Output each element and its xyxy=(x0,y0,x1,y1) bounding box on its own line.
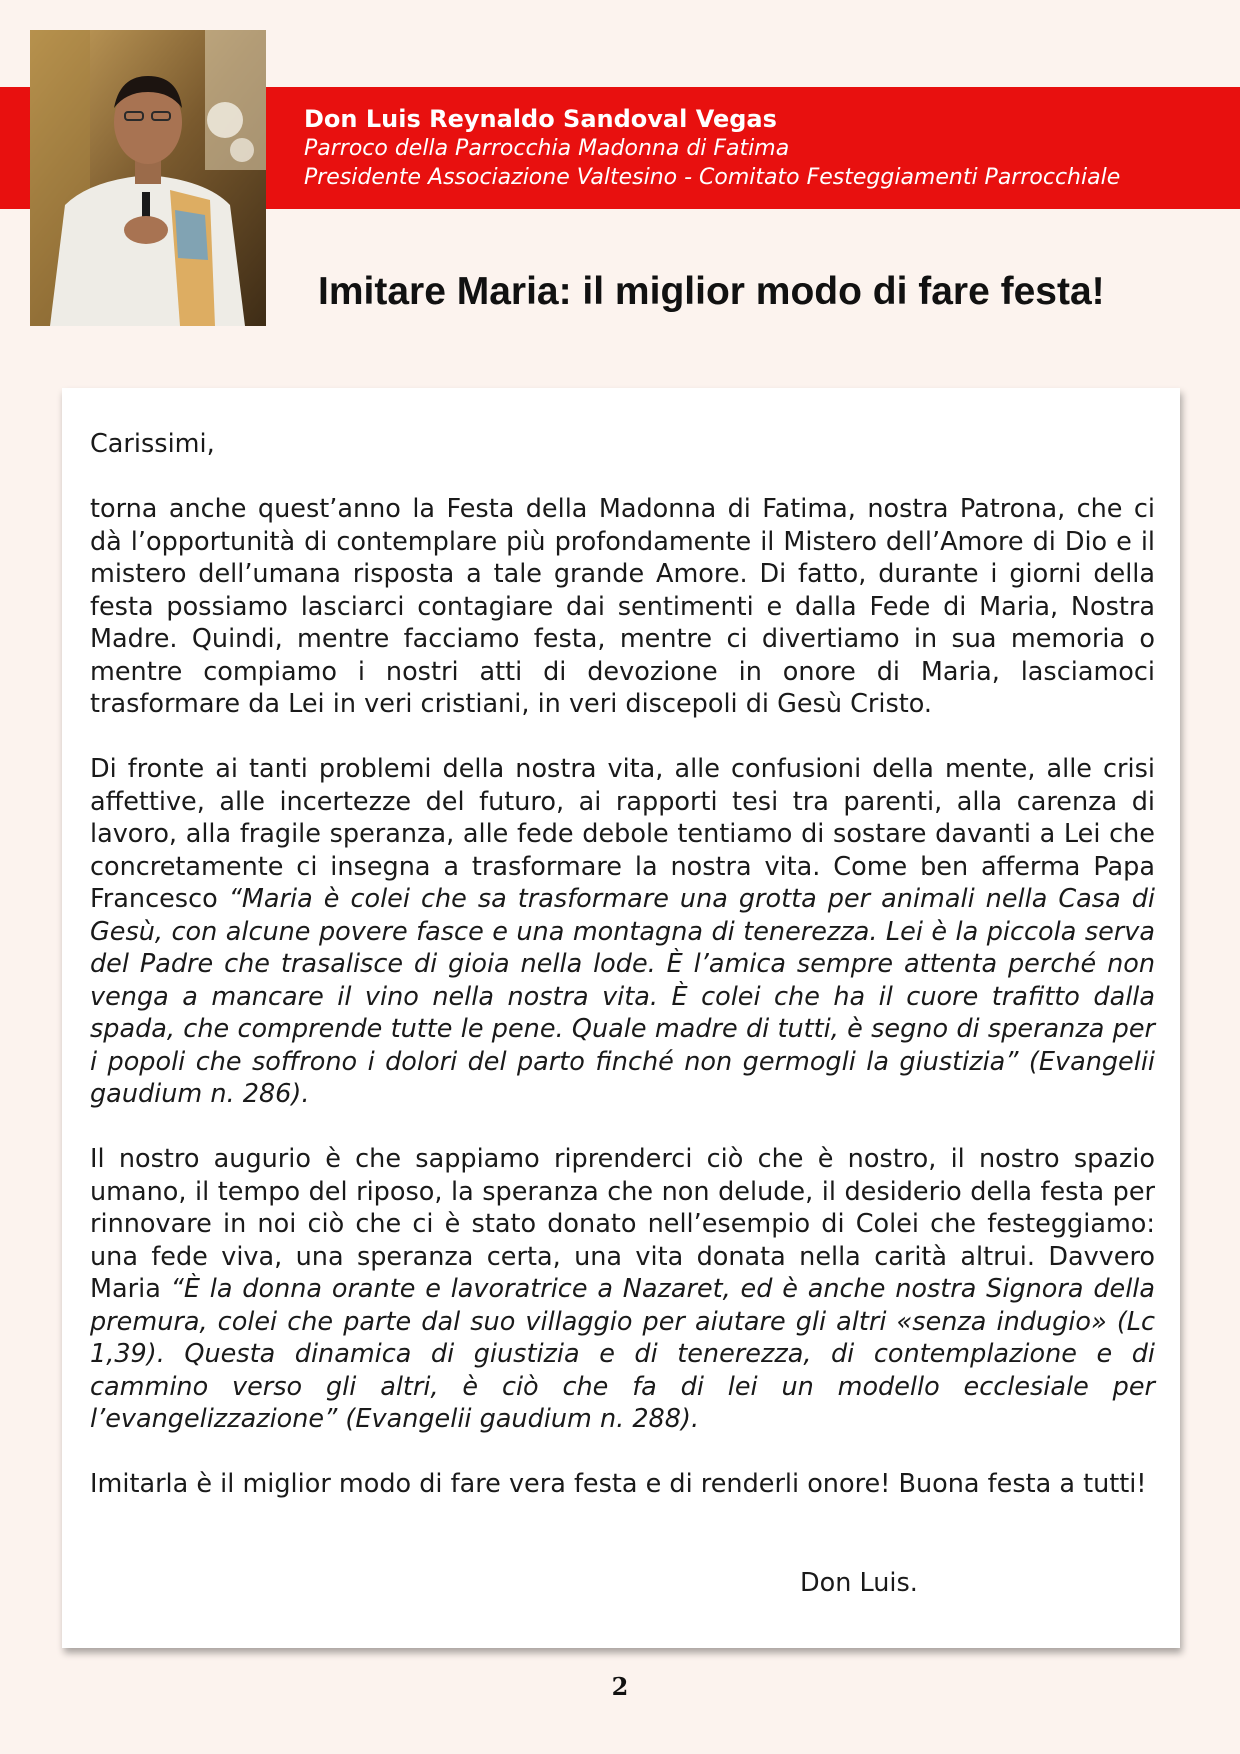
priest-portrait-icon xyxy=(30,30,266,326)
author-role-parish: Parroco della Parrocchia Madonna di Fatima xyxy=(304,136,790,161)
author-name: Don Luis Reynaldo Sandoval Vegas xyxy=(304,105,777,133)
page-number: 2 xyxy=(611,1672,629,1701)
letter-card xyxy=(62,388,1180,1648)
letter-body xyxy=(90,428,1155,1533)
letter-paragraph-4: Imitarla è il miglior modo di fare vera festa e di renderli onore! Buona festa a tutti! xyxy=(90,1469,1147,1499)
letter-paragraph-1: torna anche quest’anno la Festa della Madonna di Fatima, nostra Patrona, che ci dà l’opportunità di contemplare più profondamente il Mistero dell’Amore di Dio e il mistero dell’umana risposta a tale grande Amore. Di fatto, durante i giorni della festa possiamo lasciarci contagiare dai sentimenti e dalla Fede di Maria, Nostra Madre. Quindi, mentre facciamo festa, mentre ci divertiamo in sua memoria o mentre compiamo i nostri atti di devozione in onore di Maria, lasciamoci trasformare da Lei in veri cristiani, in veri discepoli di Gesù Cristo. xyxy=(90,494,1155,719)
author-photo xyxy=(30,30,266,326)
author-block xyxy=(304,104,1204,192)
paragraph-3-text: Il nostro augurio è che sappiamo riprenderci ciò che è nostro, il nostro spazio umano, il tempo del riposo, la speranza che non delude, il desiderio della festa per rinnovare in noi ciò che ci è stato donato nell’esempio di Colei che festeggiamo: una fede viva, una speranza certa, una vita donata nella carità altrui. Davvero Maria xyxy=(90,1144,1155,1304)
page-title: Imitare Maria: il miglior modo di fare festa! xyxy=(318,270,1105,313)
letter-signature: Don Luis. xyxy=(800,1568,918,1598)
letter-paragraph-2 xyxy=(90,753,1155,1111)
paragraph-3-quote: “È la donna orante e lavoratrice a Nazaret, ed è anche nostra Signora della premura, colei che parte dal suo villaggio per aiutare gli altri «senza indugio» (Lc 1,39). Questa dinamica di giustizia e di tenerezza, di contemplazione e di cammino verso gli altri, è ciò che fa di lei un modello ecclesiale per l’evangelizzazione” (Evangelii gaudium n. 288). xyxy=(90,1274,1155,1434)
letter-paragraph-3 xyxy=(90,1143,1155,1436)
paragraph-2-text: Di fronte ai tanti problemi della nostra vita, alle confusioni della mente, alle crisi affettive, alle incertezze del futuro, ai rapporti tesi tra parenti, alla carenza di lavoro, alla fragile speranza, alle fede debole tentiamo di sostare davanti a Lei che concretamente ci insegna a trasformare la nostra vita. Come ben afferma Papa Francesco xyxy=(90,754,1155,914)
paragraph-2-quote: “Maria è colei che sa trasformare una grotta per animali nella Casa di Gesù, con alcune povere fasce e una montagna di tenerezza. Lei è la piccola serva del Padre che trasalisce di gioia nella lode. È l’amica sempre attenta perché non venga a mancare il vino nella nostra vita. È colei che ha il cuore trafitto dalla spada, che comprende tutte le pene. Quale madre di tutti, è segno di speranza per i popoli che soffrono i dolori del parto finché non germogli la giustizia” (Evangelii gaudium n. 286). xyxy=(90,884,1155,1109)
letter-greeting: Carissimi, xyxy=(90,429,215,459)
author-role-association: Presidente Associazione Valtesino - Comitato Festeggiamenti Parrocchiale xyxy=(304,165,1121,190)
